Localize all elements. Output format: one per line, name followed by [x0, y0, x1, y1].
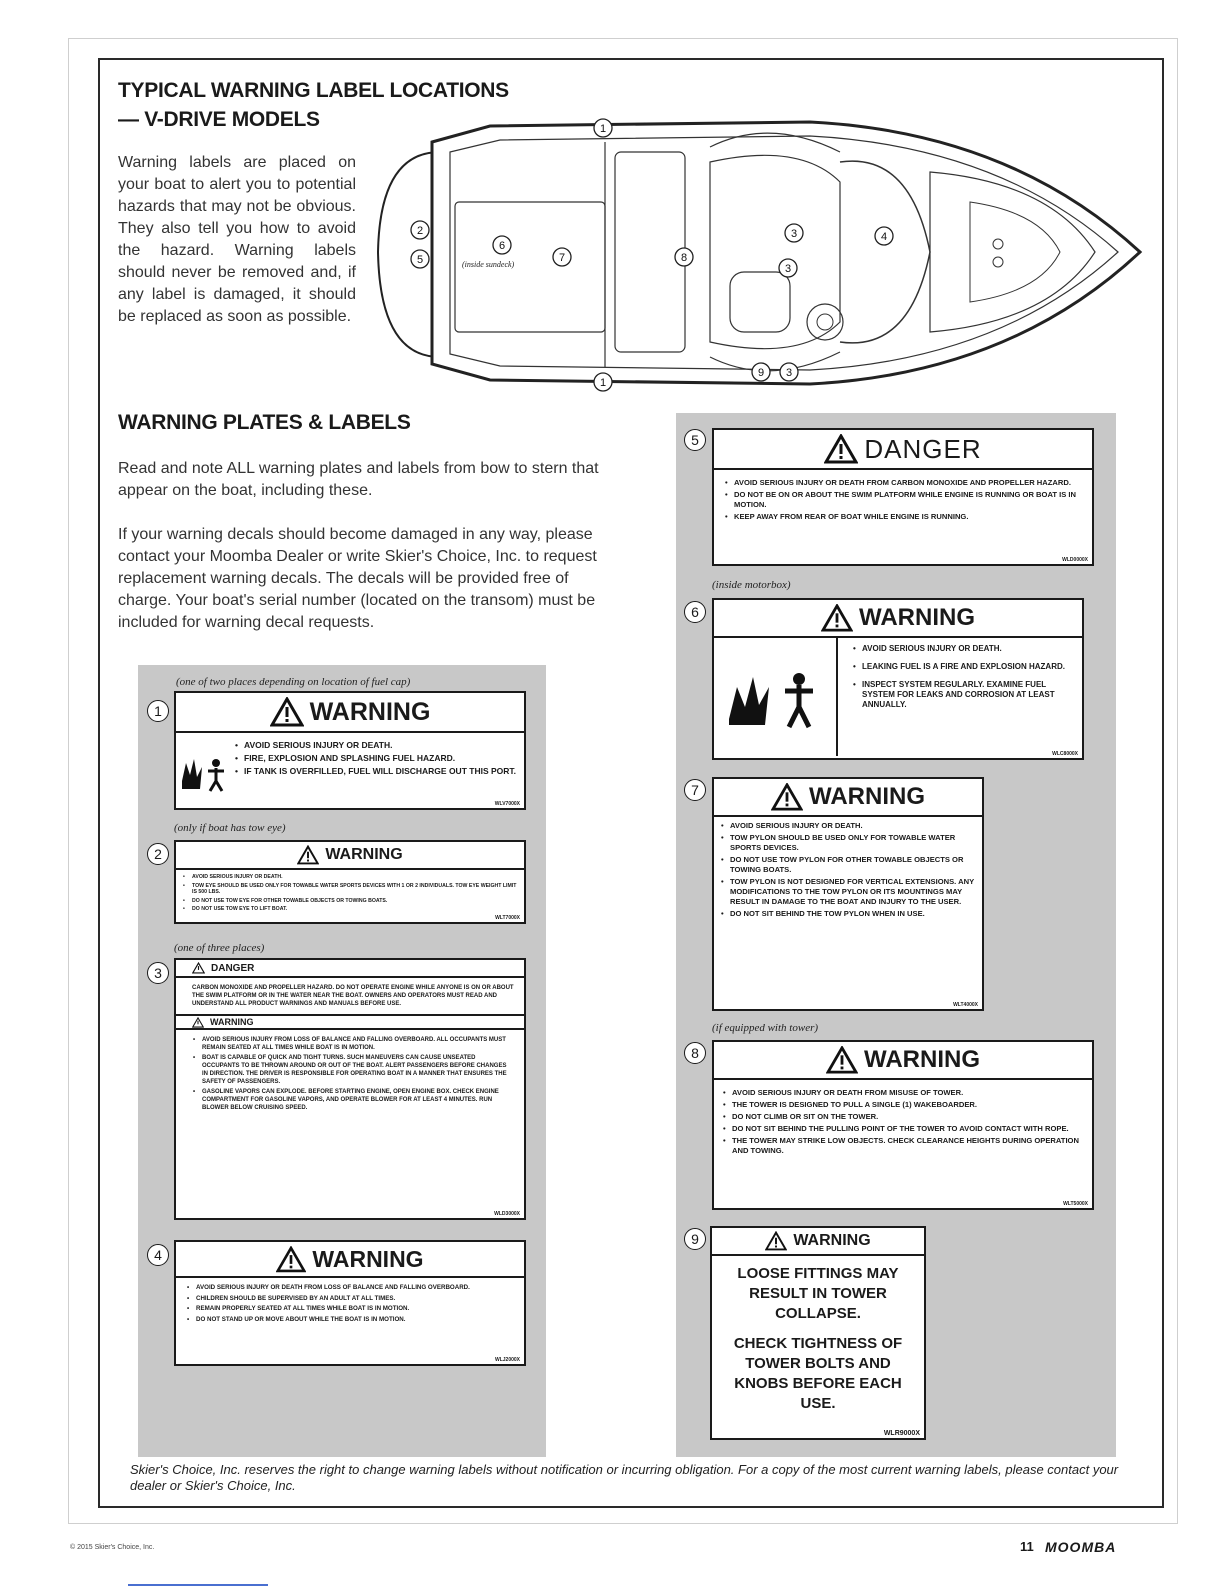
label-3-danger-warning: DANGER CARBON MONOXIDE AND PROPELLER HAZARD. DO NOT OPERATE ENGINE WHILE ANYONE IS ON OR ABOUT THE SWIM PLATFORM OR IN THE WATER NEAR THE BOAT. OWNERS AND OPERATORS MUST READ AND UNDERSTAND ALL PRODUCT WARNINGS AND MANUALS BEFORE USE. WARNING • AVOID SERIOUS INJURY FROM LOSS OF BALANCE AND FALLING OVERBOARD. ALL OCCUPANTS MUST REMAIN SEATED AT ALL TIMES WHILE BOAT IS IN MOTION. • BOAT IS CAPABLE OF QUICK AND TIGHT TURNS. SUCH MANEUVERS CAN CAUSE UNSEATED OCCUPANTS TO BE THROWN AROUND OR OUT OF THE BOAT. ALERT PASSENGERS BEFORE CHANGES IN DIRECTION. THE DRIVER IS RESPONSIBLE FOR OPERATING BOAT IN A MANNER THAT ENSURES THE SAFETY OF PASSENGERS. • GASOLINE VAPORS CAN EXPLODE. BEFORE STARTING ENGINE, OPEN ENGINE BOX. CHECK ENGINE COMPARTMENT FOR GASOLINE VAPORS, AND OPERATE BLOWER FOR AT LEAST 4 MINUTES. RUN BLOWER BELOW CRUISING SPEED. WLD3000X	[174, 958, 526, 1220]
decal-request-paragraph: If your warning decals should become damaged in any way, please contact your Moomba Dealer or write Skier's Choice, Inc. to request replacement warning decals. The decals will be provided free of charge. Your boat's serial number (located on the transom) must be included for warning decal requests.	[118, 526, 597, 631]
label-5-number: 5	[684, 429, 706, 451]
label-8-warning: WARNING • AVOID SERIOUS INJURY OR DEATH FROM MISUSE OF TOWER. • THE TOWER IS DESIGNED TO PULL A SINGLE (1) WAKEBOARDER. • DO NOT CLIMB OR SIT ON THE TOWER. • DO NOT SIT BEHIND THE PULLING POINT OF THE TOWER TO AVOID CONTACT WITH ROPE. • THE TOWER MAY STRIKE LOW OBJECTS. CHECK CLEARANCE HEIGHTS DURING OPERATION AND TOWING. WLT5000X	[712, 1040, 1094, 1210]
label-6-warning: WARNING • AVOID SERIOUS INJURY OR DEATH. • LEAKING FUEL IS A FIRE AND EXPLOSION HAZARD. • INSPECT SYSTEM REGULARLY. EXAMINE FUEL SYSTEM FOR LEAKS AND CORROSION AT LEAST ANNUALLY. WLC8000X	[712, 598, 1084, 760]
label-1-number: 1	[147, 700, 169, 722]
footer-disclaimer: Skier's Choice, Inc. reserves the right to change warning labels without notification or incurring obligation. For a copy of the most current warning labels, please contact your dealer or Skier's Choice, Inc.	[130, 1462, 1119, 1493]
marker-1-bottom	[594, 373, 612, 391]
marker-1-top	[594, 119, 612, 137]
label-3-number: 3	[147, 962, 169, 984]
copyright: © 2015 Skier's Choice, Inc.	[70, 1544, 155, 1551]
label-2-number: 2	[147, 843, 169, 865]
warning-triangle-icon	[192, 962, 205, 974]
svg-text:8: 8	[680, 252, 688, 264]
label-2-warning: WARNING • AVOID SERIOUS INJURY OR DEATH. • TOW EYE SHOULD BE USED ONLY FOR TOWABLE WATER SPORTS DEVICES WITH 1 OR 2 INDIVIDUALS. TOW EYE WEIGHT LIMIT IS 500 LBS. • DO NOT USE TOW EYE FOR OTHER TOWABLE OBJECTS OR TOWING BOATS. • DO NOT USE TOW EYE TO LIFT BOAT. WLT7000X	[174, 840, 526, 924]
label-9-number: 9	[684, 1228, 706, 1250]
instructions-paragraph: Read and note ALL warning plates and labels from bow to stern that appear on the boat, including these.	[118, 460, 599, 499]
marker-5	[411, 250, 429, 268]
brand-logo: MOOMBA	[1045, 1539, 1117, 1555]
label-1-caption: (one of two places depending on location of fuel cap)	[176, 676, 411, 688]
svg-text:3: 3	[784, 263, 792, 275]
label-8-number: 8	[684, 1042, 706, 1064]
marker-6	[493, 236, 511, 254]
svg-text:6: 6	[498, 240, 506, 252]
label-6-number: 6	[684, 601, 706, 623]
marker-4	[875, 227, 893, 245]
svg-text:1: 1	[599, 377, 607, 389]
warning-triangle-icon	[276, 1246, 306, 1273]
svg-text:1: 1	[599, 123, 607, 135]
warning-triangle-icon	[765, 1231, 787, 1251]
marker-8	[675, 248, 693, 266]
warning-triangle-icon	[270, 697, 304, 727]
warning-triangle-icon	[297, 845, 319, 865]
warning-triangle-icon	[192, 1017, 204, 1028]
marker-9	[752, 363, 770, 381]
svg-text:3: 3	[790, 228, 798, 240]
svg-text:7: 7	[558, 252, 566, 264]
warning-triangle-icon	[824, 434, 858, 464]
svg-text:9: 9	[757, 367, 765, 379]
marker-2	[411, 221, 429, 239]
label-7-number: 7	[684, 779, 706, 801]
boat-diagram	[370, 112, 1150, 397]
marker-3-b	[779, 259, 797, 277]
label-2-caption: (only if boat has tow eye)	[174, 822, 286, 834]
intro-paragraph: Warning labels are placed on your boat to alert you to potential hazards that may not be obvious. They also tell you how to avoid the hazard. Warning labels should never be removed and, if any label is damaged, it should be replaced as soon as possible.	[118, 154, 356, 325]
fire-explosion-icon	[725, 657, 825, 737]
label-9-warning: WARNING LOOSE FITTINGS MAY RESULT IN TOWER COLLAPSE. CHECK TIGHTNESS OF TOWER BOLTS AND KNOBS BEFORE EACH USE. WLR9000X	[710, 1226, 926, 1440]
sundeck-note: (inside sundeck)	[462, 260, 515, 269]
svg-text:3: 3	[785, 367, 793, 379]
label-4-number: 4	[147, 1244, 169, 1266]
label-4-warning: WARNING • AVOID SERIOUS INJURY OR DEATH FROM LOSS OF BALANCE AND FALLING OVERBOARD. • CHILDREN SHOULD BE SUPERVISED BY AN ADULT AT ALL TIMES. • REMAIN PROPERLY SEATED AT ALL TIMES WHILE BOAT IS IN MOTION. • DO NOT STAND UP OR MOVE ABOUT WHILE THE BOAT IS IN MOTION. WLJ2000X	[174, 1240, 526, 1366]
marker-3-a	[785, 224, 803, 242]
marker-7	[553, 248, 571, 266]
page-heading: TYPICAL WARNING LABEL LOCATIONS — V-DRIVE MODELS	[118, 79, 509, 131]
section-title: WARNING PLATES & LABELS	[118, 411, 411, 434]
label-8-caption: (if equipped with tower)	[712, 1022, 819, 1034]
svg-text:4: 4	[880, 231, 888, 243]
marker-3-c	[780, 363, 798, 381]
label-1-warning: WARNING • AVOID SERIOUS INJURY OR DEATH. • FIRE, EXPLOSION AND SPLASHING FUEL HAZARD. • IF TANK IS OVERFILLED, FUEL WILL DISCHARGE OUT THIS PORT. WLV7000X	[174, 691, 526, 810]
warning-triangle-icon	[771, 783, 803, 811]
label-3-caption: (one of three places)	[174, 942, 265, 954]
page-number: 11	[1020, 1539, 1034, 1554]
warning-triangle-icon	[821, 604, 853, 632]
label-5-danger: DANGER • AVOID SERIOUS INJURY OR DEATH FROM CARBON MONOXIDE AND PROPELLER HAZARD. • DO NOT BE ON OR ABOUT THE SWIM PLATFORM WHILE ENGINE IS RUNNING OR BOAT IS IN MOTION. • KEEP AWAY FROM REAR OF BOAT WHILE ENGINE IS RUNNING. WLD0000X	[712, 428, 1094, 566]
label-6-caption: (inside motorbox)	[712, 579, 791, 591]
fire-explosion-icon	[176, 733, 228, 803]
label-7-warning: WARNING • AVOID SERIOUS INJURY OR DEATH. • TOW PYLON SHOULD BE USED ONLY FOR TOWABLE WATER SPORTS DEVICES. • DO NOT USE TOW PYLON FOR OTHER TOWABLE OBJECTS OR TOWING BOATS. • TOW PYLON IS NOT DESIGNED FOR VERTICAL EXTENSIONS. ANY MODIFICATIONS TO THE TOW PYLON OR ITS MOUNTINGS MAY RESULT IN DAMAGE TO THE BOAT AND INJURY TO THE USER. • DO NOT SIT BEHIND THE TOW PYLON WHEN IN USE. WLT4000X	[712, 777, 984, 1011]
svg-text:2: 2	[416, 225, 424, 237]
svg-text:5: 5	[416, 254, 424, 266]
warning-triangle-icon	[826, 1046, 858, 1074]
